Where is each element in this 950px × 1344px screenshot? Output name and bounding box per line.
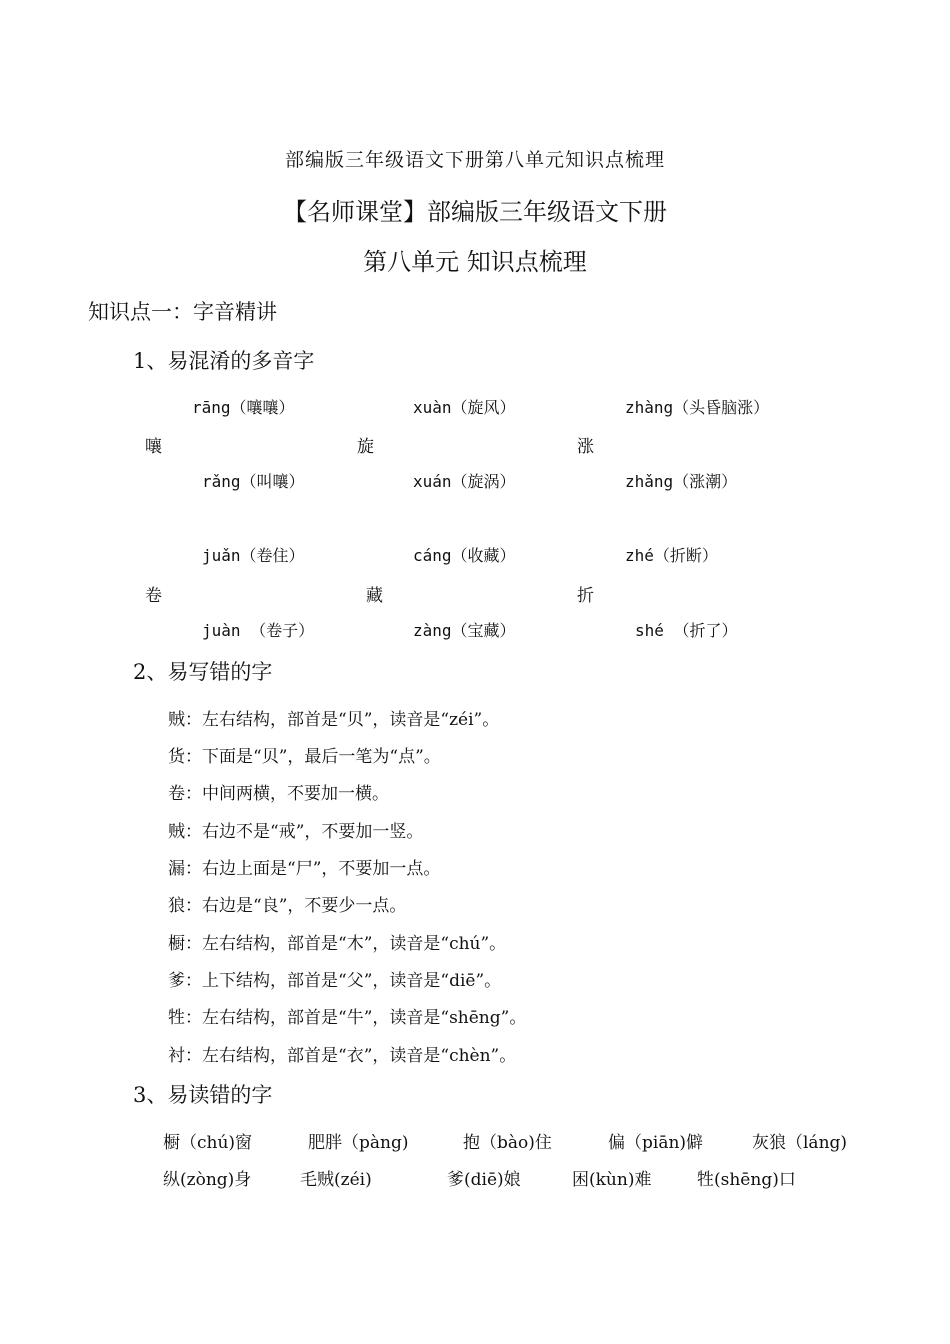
polyphone-reading-top: xuàn（旋风）	[413, 398, 516, 417]
polyphone-reading-bottom: zàng（宝藏）	[413, 621, 516, 640]
list-item: 贼：右边不是“戒”，不要加一竖。	[168, 822, 424, 842]
misread-word: 肥胖（pàng)	[308, 1133, 409, 1153]
polyphone-reading-top: zhé（折断）	[625, 546, 718, 565]
polyphone-char: 嚷	[145, 437, 162, 457]
misread-word: 灰狼（láng)	[752, 1133, 848, 1153]
misread-word: 爹(diē)娘	[447, 1170, 521, 1190]
polyphone-reading-top: rāng（嚷嚷）	[192, 398, 295, 417]
list-item: 狼：右边是“良”，不要少一点。	[168, 896, 407, 916]
list-item: 贼：左右结构，部首是“贝”，读音是“zéi”。	[168, 710, 500, 730]
polyphone-reading-top: zhàng（头昏脑涨）	[625, 398, 770, 417]
subsection-heading-miswritten: 2、易写错的字	[133, 660, 273, 684]
polyphone-reading-bottom: xuán（旋涡）	[413, 472, 516, 491]
list-item: 橱：左右结构，部首是“木”，读音是“chú”。	[168, 934, 507, 954]
misread-word: 困(kùn)难	[572, 1170, 652, 1190]
polyphone-reading-bottom: rǎng（叫嚷）	[202, 472, 305, 491]
list-item: 衬：左右结构，部首是“衣”，读音是“chèn”。	[168, 1046, 517, 1066]
polyphone-char: 藏	[366, 586, 383, 606]
page-title: 【名师课堂】部编版三年级语文下册	[283, 198, 667, 226]
subsection-heading-misread: 3、易读错的字	[133, 1083, 273, 1107]
misread-word: 橱（chú)窗	[163, 1133, 253, 1153]
polyphone-char: 涨	[577, 437, 594, 457]
page-subtitle: 第八单元 知识点梳理	[363, 248, 587, 276]
misread-word: 毛贼(zéi)	[300, 1170, 372, 1190]
polyphone-reading-top: juǎn（卷住）	[202, 546, 305, 565]
polyphone-reading-bottom: shé （折了）	[635, 621, 738, 640]
misread-word: 纵(zòng)身	[163, 1170, 252, 1190]
polyphone-reading-bottom: juàn （卷子）	[202, 621, 315, 640]
misread-word: 偏（piān)僻	[608, 1133, 704, 1153]
polyphone-char: 旋	[357, 437, 374, 457]
polyphone-reading-bottom: zhǎng（涨潮）	[625, 472, 738, 491]
list-item: 爹：上下结构，部首是“父”，读音是“diē”。	[168, 971, 502, 991]
misread-word: 抱（bào)住	[463, 1133, 552, 1153]
list-item: 货：下面是“贝”，最后一笔为“点”。	[168, 747, 441, 767]
list-item: 牲：左右结构，部首是“牛”，读音是“shēng”。	[168, 1008, 527, 1028]
polyphone-char: 卷	[145, 586, 162, 606]
top-title: 部编版三年级语文下册第八单元知识点梳理	[284, 149, 665, 171]
section-heading: 知识点一：字音精讲	[88, 300, 277, 324]
subsection-heading-polyphones: 1、易混淆的多音字	[133, 349, 315, 373]
list-item: 卷：中间两横，不要加一横。	[168, 784, 389, 804]
polyphone-reading-top: cáng（收藏）	[413, 546, 516, 565]
list-item: 漏：右边上面是“尸”，不要加一点。	[168, 859, 441, 879]
misread-word: 牲(shēng)口	[697, 1170, 796, 1190]
polyphone-char: 折	[577, 586, 594, 606]
